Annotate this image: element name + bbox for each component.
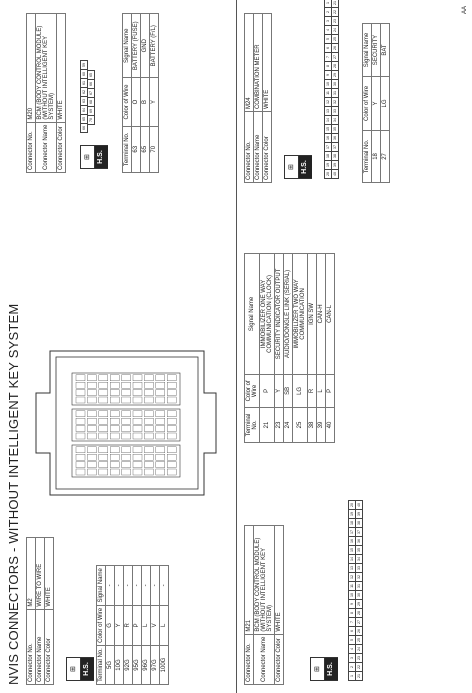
m21-terminal-cell: 39 xyxy=(317,407,326,442)
m2-signal-block xyxy=(96,565,169,685)
m21-info-table: Connector No. M21 Connector Name BCM (BODY CONTROL MODULE) (WITHOUT INTELLIGENT KEY SYSTEM) Connector Color WHITE xyxy=(244,525,284,685)
m21-pin: 40 xyxy=(355,500,363,510)
m24-hs-icon: ⊞ H.S. xyxy=(284,155,312,179)
m2-hs-icon: ⊞ H.S. xyxy=(66,657,94,681)
m24-signal-cell: SECURITY xyxy=(372,24,381,77)
m24-pin: 18 xyxy=(324,151,332,161)
m2-signal-cell: - xyxy=(142,566,151,606)
m2-signal-cell: - xyxy=(106,566,115,606)
m24-info-table: Connector No. M24 Connector Name COMBINATION METER Connector Color WHITE xyxy=(244,13,272,183)
m21-pin: 29 xyxy=(355,599,363,609)
m24-pin: 19 xyxy=(324,160,332,170)
m21-signal-cell: CAN-H xyxy=(317,254,326,375)
m2-signal-cell: - xyxy=(133,566,142,606)
m2-signal-row xyxy=(106,566,115,685)
m24-pin: 27 xyxy=(331,52,339,62)
m24-pin: 2 xyxy=(324,7,332,17)
m24-connector-no: M24 xyxy=(245,14,254,112)
m21-pin: 22 xyxy=(355,662,363,672)
m20-signal-cell: BATTERY (F/L) xyxy=(150,14,159,79)
m21-pin: 13 xyxy=(348,563,356,573)
m24-pin: 21 xyxy=(331,0,339,8)
m21-signal-block xyxy=(244,253,335,443)
m2-connector-no: M2 xyxy=(27,538,36,610)
m24-pin: 31 xyxy=(331,88,339,98)
m21-signal-row xyxy=(326,254,335,443)
m24-pin: 39 xyxy=(331,160,339,170)
m24-pin: 9 xyxy=(324,70,332,80)
m21-pin: 20 xyxy=(348,500,356,510)
m20-wire-color-cell: Y xyxy=(150,78,159,126)
m24-terminal-cell: 27 xyxy=(381,130,390,182)
m20-pin: 62 xyxy=(80,87,88,97)
m24-pin: 7 xyxy=(324,52,332,62)
m21-signal-cell: AUDIO/DONGLE LINK (SERIAL) xyxy=(284,254,293,375)
m21-pin: 33 xyxy=(355,563,363,573)
m20-pin: 65 xyxy=(80,114,88,124)
m21-pin: 18 xyxy=(348,518,356,528)
m20-signal-row xyxy=(132,14,141,173)
m2-signal-row xyxy=(124,566,133,685)
m21-signal-cell: IMMOBILIZER ONE WAY COMMUNICATION (CLOCK) xyxy=(260,254,275,375)
m20-hs-icon: ⊞ H.S. xyxy=(80,145,108,169)
m24-wire-color-cell: Y xyxy=(372,77,381,131)
m24-pin: 16 xyxy=(324,133,332,143)
m2-terminal-cell: 100G xyxy=(160,646,169,685)
m24-signal-row xyxy=(372,24,381,183)
m21-pin: 12 xyxy=(348,572,356,582)
m20-terminal-cell: 70 xyxy=(150,126,159,172)
m24-pin: 26 xyxy=(331,43,339,53)
m21-signal-row xyxy=(284,254,293,443)
m20-signal-table: Terminal No. Color of Wire Signal Name 63 O BATTERY (FUSE) 65 B GND 70 Y BATTERY (F/L) xyxy=(122,13,159,173)
m20-pin: 59 xyxy=(80,60,88,70)
m21-pin: 25 xyxy=(355,635,363,645)
m2-terminal-cell: 10G xyxy=(115,646,124,685)
m24-wire-color-cell: LG xyxy=(381,77,390,131)
m21-wire-color-cell: Y xyxy=(275,374,284,407)
m20-pin: 68 xyxy=(87,97,95,107)
m24-pin: 17 xyxy=(324,142,332,152)
m2-terminal-cell: 95G xyxy=(133,646,142,685)
m2-wire-color-cell: G xyxy=(106,605,115,645)
m21-pin: 19 xyxy=(348,509,356,519)
m2-terminal-cell: 92G xyxy=(124,646,133,685)
m20-info-table: Connector No. M20 Connector Name BCM (BODY CONTROL MODULE) (WITHOUT INTELLIGENT KEY SYSTEM) Connector Color WHITE xyxy=(26,13,66,173)
m21-pin: 2 xyxy=(348,662,356,672)
m24-pin: 20 xyxy=(324,169,332,179)
m24-pin: 15 xyxy=(324,124,332,134)
m21-pin: 36 xyxy=(355,536,363,546)
m21-pin: 35 xyxy=(355,545,363,555)
m2-wire-color-cell: P xyxy=(133,605,142,645)
m2-signal-cell: - xyxy=(115,566,124,606)
m2-info-table: Connector No. M2 Connector Name WIRE TO WIRE Connector Color WHITE xyxy=(26,537,54,685)
m2-connector-name: WIRE TO WIRE xyxy=(36,538,45,610)
m21-pin: 4 xyxy=(348,644,356,654)
m24-info-block xyxy=(244,1,388,183)
m2-signal-row xyxy=(115,566,124,685)
m24-pin: 4 xyxy=(324,25,332,35)
m20-pin: 66 xyxy=(87,79,95,89)
m21-terminal-cell: 40 xyxy=(326,407,335,442)
m24-signal-table: Terminal No. Color of Wire Signal Name 18 Y SECURITY 27 LG BAT xyxy=(362,23,390,183)
m20-signal-cell: GND xyxy=(141,14,150,79)
m21-wire-color-cell: L xyxy=(317,374,326,407)
m2-terminal-cell: 5G xyxy=(106,646,115,685)
m21-pin: 32 xyxy=(355,572,363,582)
m21-terminal-face xyxy=(348,501,362,681)
m24-pin: 32 xyxy=(331,97,339,107)
m21-pin: 28 xyxy=(355,608,363,618)
m21-pin: 23 xyxy=(355,653,363,663)
m21-pin: 6 xyxy=(348,626,356,636)
m21-pin: 37 xyxy=(355,527,363,537)
m21-wire-color-cell: P xyxy=(326,374,335,407)
m21-terminal-cell: 21 xyxy=(260,407,275,442)
m21-signal-cell: CAN-L xyxy=(326,254,335,375)
m24-pin: 30 xyxy=(331,79,339,89)
m21-pin: 30 xyxy=(355,590,363,600)
m20-wire-color-cell: O xyxy=(132,78,141,126)
m20-pin: 64 xyxy=(80,105,88,115)
m24-connector-color: WHITE xyxy=(263,14,272,112)
m2-wire-color-cell: R xyxy=(124,605,133,645)
m21-pin: 15 xyxy=(348,545,356,555)
m24-pin: 38 xyxy=(331,151,339,161)
m21-terminal-cell: 24 xyxy=(284,407,293,442)
m21-signal-cell: IMMOBILIZER TWO WAY COMMUNICATION xyxy=(293,254,308,375)
m24-pin: 24 xyxy=(331,25,339,35)
m21-pin: 26 xyxy=(355,626,363,636)
m2-terminal-cell: 97G xyxy=(151,646,160,685)
m20-pin: 61 xyxy=(80,78,88,88)
m21-pin: 34 xyxy=(355,554,363,564)
m21-signal-cell: IGN SW xyxy=(308,254,317,375)
m21-signal-row xyxy=(293,254,308,443)
m24-pin: 10 xyxy=(324,79,332,89)
m20-pin: 60 xyxy=(80,69,88,79)
m20-pin: 67 xyxy=(87,88,95,98)
section-divider xyxy=(236,0,237,693)
m24-connector-name: COMBINATION METER xyxy=(254,14,263,112)
m24-pin: 33 xyxy=(331,106,339,116)
m24-pin: 1 xyxy=(324,0,332,8)
m24-pin: 11 xyxy=(324,88,332,98)
m21-signal-row xyxy=(275,254,284,443)
m21-terminal-cell: 38 xyxy=(308,407,317,442)
m24-terminal-face xyxy=(324,0,338,179)
m2-signal-cell: - xyxy=(151,566,160,606)
m21-pin: 7 xyxy=(348,617,356,627)
m2-wire-color-cell: L xyxy=(160,605,169,645)
m2-terminal-cell: 96G xyxy=(142,646,151,685)
m24-pin: 37 xyxy=(331,142,339,152)
m21-pin: 31 xyxy=(355,581,363,591)
m24-terminal-cell: 18 xyxy=(372,130,381,182)
m2-connector-diagram xyxy=(32,343,220,503)
m24-pin: 29 xyxy=(331,70,339,80)
m24-pin: 6 xyxy=(324,43,332,53)
m21-pin: 21 xyxy=(355,671,363,681)
m21-pin: 16 xyxy=(348,536,356,546)
m21-terminal-cell: 25 xyxy=(293,407,308,442)
m24-pin: 8 xyxy=(324,61,332,71)
m2-signal-row xyxy=(160,566,169,685)
m2-wire-color-cell: Y xyxy=(115,605,124,645)
m21-pin: 24 xyxy=(355,644,363,654)
m20-signal-row xyxy=(150,14,159,173)
m21-pin: 9 xyxy=(348,599,356,609)
m21-pin: 39 xyxy=(355,509,363,519)
m21-connector-color: WHITE xyxy=(275,526,284,635)
m20-pin: 65 xyxy=(87,70,95,80)
m20-connector-color: WHITE xyxy=(57,14,66,123)
m21-pin: 11 xyxy=(348,581,356,591)
m2-signal-cell: - xyxy=(124,566,133,606)
m2-signal-row xyxy=(133,566,142,685)
m21-pin: 17 xyxy=(348,527,356,537)
m21-wire-color-cell: R xyxy=(308,374,317,407)
m21-pin: 8 xyxy=(348,608,356,618)
m21-wire-color-cell: SB xyxy=(284,374,293,407)
m21-connector-name: BCM (BODY CONTROL MODULE) (WITHOUT INTELLIGENT KEY SYSTEM) xyxy=(254,526,275,635)
m21-signal-row xyxy=(317,254,326,443)
m21-signal-row xyxy=(308,254,317,443)
m21-info-block xyxy=(244,503,361,685)
m24-pin: 34 xyxy=(331,115,339,125)
m20-pin: 63 xyxy=(80,96,88,106)
m2-info-block xyxy=(26,537,90,685)
m21-terminal-cell: 23 xyxy=(275,407,284,442)
m24-pin: 40 xyxy=(331,169,339,179)
m2-wire-color-cell: V xyxy=(151,605,160,645)
page-title: NVIS CONNECTORS - WITHOUT INTELLIGENT KEY SYSTEM xyxy=(6,303,21,685)
m2-signal-row xyxy=(151,566,160,685)
m20-signal-cell: BATTERY (FUSE) xyxy=(132,14,141,79)
m21-pin: 1 xyxy=(348,671,356,681)
m20-pin: 69 xyxy=(87,106,95,116)
m24-pin: 13 xyxy=(324,106,332,116)
m24-pin: 12 xyxy=(324,97,332,107)
m20-info-block xyxy=(26,13,157,173)
m20-terminal-cell: 65 xyxy=(141,126,150,172)
figure-code: AA xyxy=(462,6,468,15)
m21-pin: 10 xyxy=(348,590,356,600)
m21-connector-no: M21 xyxy=(245,526,254,635)
m21-wire-color-cell: P xyxy=(260,374,275,407)
m21-signal-cell: SECURITY INDICATOR OUTPUT xyxy=(275,254,284,375)
m20-connector-name: BCM (BODY CONTROL MODULE) (WITHOUT INTELLIGENT KEY SYSTEM) xyxy=(36,14,57,123)
m20-wire-color-cell: B xyxy=(141,78,150,126)
m2-signal-cell: - xyxy=(160,566,169,606)
m21-pin: 27 xyxy=(355,617,363,627)
m20-pin: 66 xyxy=(80,123,88,133)
m21-pin: 38 xyxy=(355,518,363,528)
m2-connector-color: WHITE xyxy=(45,538,54,610)
m2-signal-row xyxy=(142,566,151,685)
m2-wire-color-cell: L xyxy=(142,605,151,645)
m20-terminal-cell: 63 xyxy=(132,126,141,172)
m24-pin: 35 xyxy=(331,124,339,134)
m20-signal-row xyxy=(141,14,150,173)
m21-signal-table: Terminal No. Color of Wire Signal Name 21 P IMMOBILIZER ONE WAY COMMUNICATION (CLOCK) 23 Y SECURITY INDICATOR OUTPUT 24 SB AUDIO/DONGLE LINK (SERIAL) 25 LG IMMOBILIZER TWO WAY COMMUNICATION 38 R IGN SW 39 L CAN-H 40 P CAN-L xyxy=(244,253,335,443)
m24-pin: 5 xyxy=(324,34,332,44)
m24-pin: 3 xyxy=(324,16,332,26)
m21-pin: 5 xyxy=(348,635,356,645)
m24-pin: 22 xyxy=(331,7,339,17)
m24-pin: 25 xyxy=(331,34,339,44)
m20-pin: 70 xyxy=(87,115,95,125)
m21-pin: 14 xyxy=(348,554,356,564)
m24-signal-row xyxy=(381,24,390,183)
m21-pin: 3 xyxy=(348,653,356,663)
m24-pin: 14 xyxy=(324,115,332,125)
m24-pin: 36 xyxy=(331,133,339,143)
m21-signal-row xyxy=(260,254,275,443)
m24-pin: 28 xyxy=(331,61,339,71)
m24-signal-cell: BAT xyxy=(381,24,390,77)
m21-wire-color-cell: LG xyxy=(293,374,308,407)
m20-terminal-face xyxy=(80,61,94,133)
m21-hs-icon: ⊞ H.S. xyxy=(310,657,338,681)
m20-connector-no: M20 xyxy=(27,14,36,123)
m24-pin: 23 xyxy=(331,16,339,26)
m2-signal-table: Terminal No. Color of Wire Signal Name 5G G - 10G Y - 92G R - 95G P - 96G L - 97G V - 100G L - xyxy=(96,565,169,685)
